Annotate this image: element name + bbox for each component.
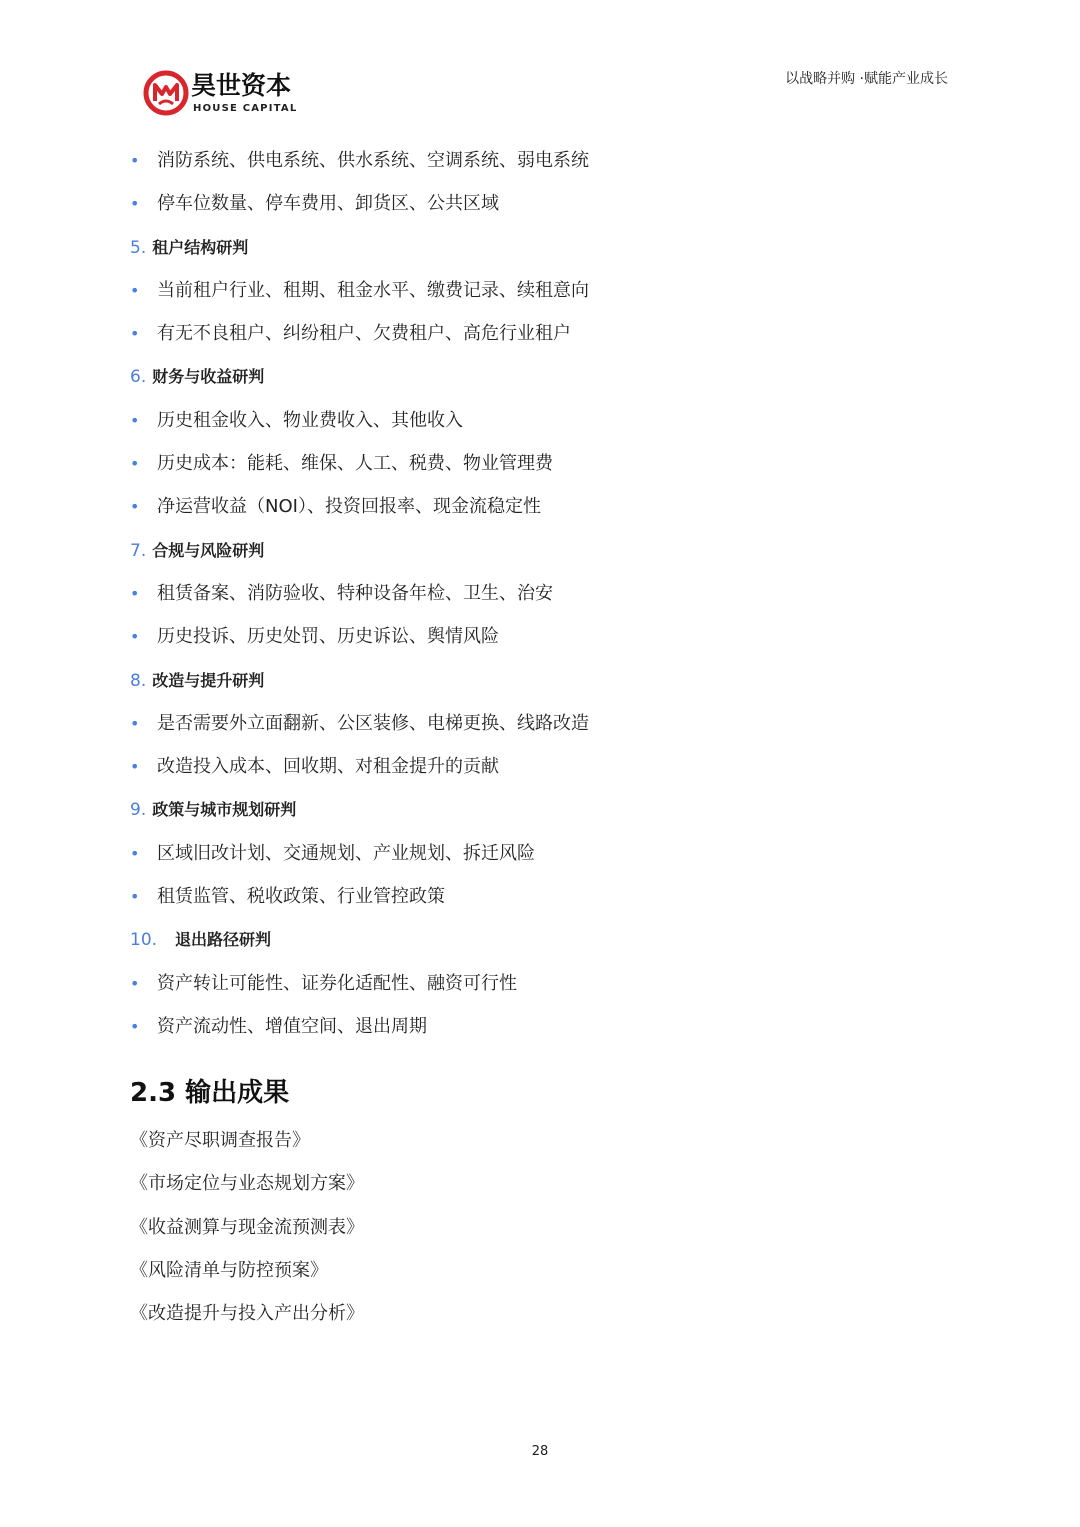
section-heading: 2.3 输出成果	[130, 1078, 290, 1108]
bullet-text: 资产转让可能性、证券化适配性、融资可行性	[157, 972, 517, 994]
bullet-icon: •	[130, 973, 140, 993]
subsection-number: 7.	[130, 540, 147, 561]
subsection-heading	[130, 925, 950, 968]
bullet-item	[130, 146, 950, 189]
bullet-text: 历史成本：能耗、维保、人工、税费、物业管理费	[157, 453, 553, 475]
subsection-title: 财务与收益研判	[152, 367, 265, 387]
bullet-item	[130, 579, 950, 622]
bullet-item	[130, 492, 950, 535]
subsection-heading	[130, 536, 950, 579]
subsection-number: 6.	[130, 367, 147, 388]
bullet-text: 停车位数量、停车费用、卸货区、公共区域	[157, 193, 499, 215]
output-item: 《风险清单与防控预案》	[130, 1259, 328, 1281]
subsection-heading	[130, 233, 950, 276]
bullet-icon: •	[130, 887, 140, 907]
bullet-icon: •	[130, 410, 140, 430]
subsection-heading	[130, 362, 950, 405]
checklist-content	[130, 146, 950, 1055]
bullet-text: 消防系统、供电系统、供水系统、空调系统、弱电系统	[157, 150, 589, 171]
output-item: 《收益测算与现金流预测表》	[130, 1216, 364, 1238]
logo-english-name: HOUSE CAPITAL	[193, 103, 298, 114]
subsection-number: 9.	[130, 800, 147, 821]
subsection-number: 5.	[130, 237, 147, 258]
bullet-item	[130, 276, 950, 319]
bullet-text: 租赁备案、消防验收、特种设备年检、卫生、治安	[157, 582, 553, 604]
output-list	[130, 1126, 830, 1342]
bullet-icon: •	[130, 497, 140, 517]
bullet-item	[130, 406, 950, 449]
logo-mark-icon	[143, 70, 189, 116]
output-item: 《市场定位与业态规划方案》	[130, 1173, 364, 1195]
bullet-item	[130, 969, 950, 1012]
bullet-item	[130, 189, 950, 232]
bullet-item	[130, 319, 950, 362]
bullet-icon: •	[130, 757, 140, 777]
bullet-text: 区域旧改计划、交通规划、产业规划、拆迁风险	[157, 842, 535, 864]
output-item: 《改造提升与投入产出分析》	[130, 1303, 364, 1325]
subsection-title: 政策与城市规划研判	[152, 800, 297, 820]
bullet-item	[130, 752, 950, 795]
subsection-heading	[130, 666, 950, 709]
subsection-number: 10.	[130, 930, 158, 951]
page-header	[0, 0, 1080, 130]
bullet-text: 历史投诉、历史处罚、历史诉讼、舆情风险	[157, 626, 499, 648]
output-item: 《资产尽职调查报告》	[130, 1130, 310, 1151]
bullet-icon: •	[130, 843, 140, 863]
bullet-icon: •	[130, 324, 140, 344]
subsection-title: 租户结构研判	[152, 237, 249, 257]
bullet-item	[130, 449, 950, 492]
logo-chinese-name: 昊世资本	[191, 71, 292, 100]
subsection-title: 改造与提升研判	[152, 670, 265, 690]
bullet-item	[130, 1012, 950, 1055]
company-logo	[143, 68, 323, 120]
bullet-icon: •	[130, 194, 140, 214]
subsection-title: 合规与风险研判	[152, 540, 265, 560]
bullet-item	[130, 709, 950, 752]
bullet-icon: •	[130, 280, 140, 300]
bullet-icon: •	[130, 713, 140, 733]
bullet-item	[130, 839, 950, 882]
subsection-title: 退出路径研判	[175, 930, 272, 950]
page-number: 28	[531, 1444, 549, 1459]
bullet-item	[130, 622, 950, 665]
subsection-number: 8.	[130, 670, 147, 691]
bullet-icon: •	[130, 1016, 140, 1036]
bullet-icon: •	[130, 583, 140, 603]
bullet-text: 净运营收益（NOI）、投资回报率、现金流稳定性	[157, 496, 541, 518]
bullet-text: 历史租金收入、物业费收入、其他收入	[157, 409, 463, 431]
bullet-item	[130, 882, 950, 925]
header-slogan: 以战略并购 ·赋能产业成长	[785, 71, 948, 87]
bullet-text: 租赁监管、税收政策、行业管控政策	[157, 886, 445, 908]
bullet-icon: •	[130, 627, 140, 647]
bullet-text: 改造投入成本、回收期、对租金提升的贡献	[157, 756, 499, 778]
bullet-icon: •	[130, 454, 140, 474]
subsection-heading	[130, 795, 950, 838]
bullet-icon: •	[130, 151, 140, 170]
bullet-text: 是否需要外立面翻新、公区装修、电梯更换、线路改造	[157, 712, 589, 734]
bullet-text: 资产流动性、增值空间、退出周期	[157, 1015, 427, 1037]
bullet-text: 有无不良租户、纠纷租户、欠费租户、高危行业租户	[157, 323, 571, 345]
bullet-text: 当前租户行业、租期、租金水平、缴费记录、续租意向	[157, 279, 589, 301]
